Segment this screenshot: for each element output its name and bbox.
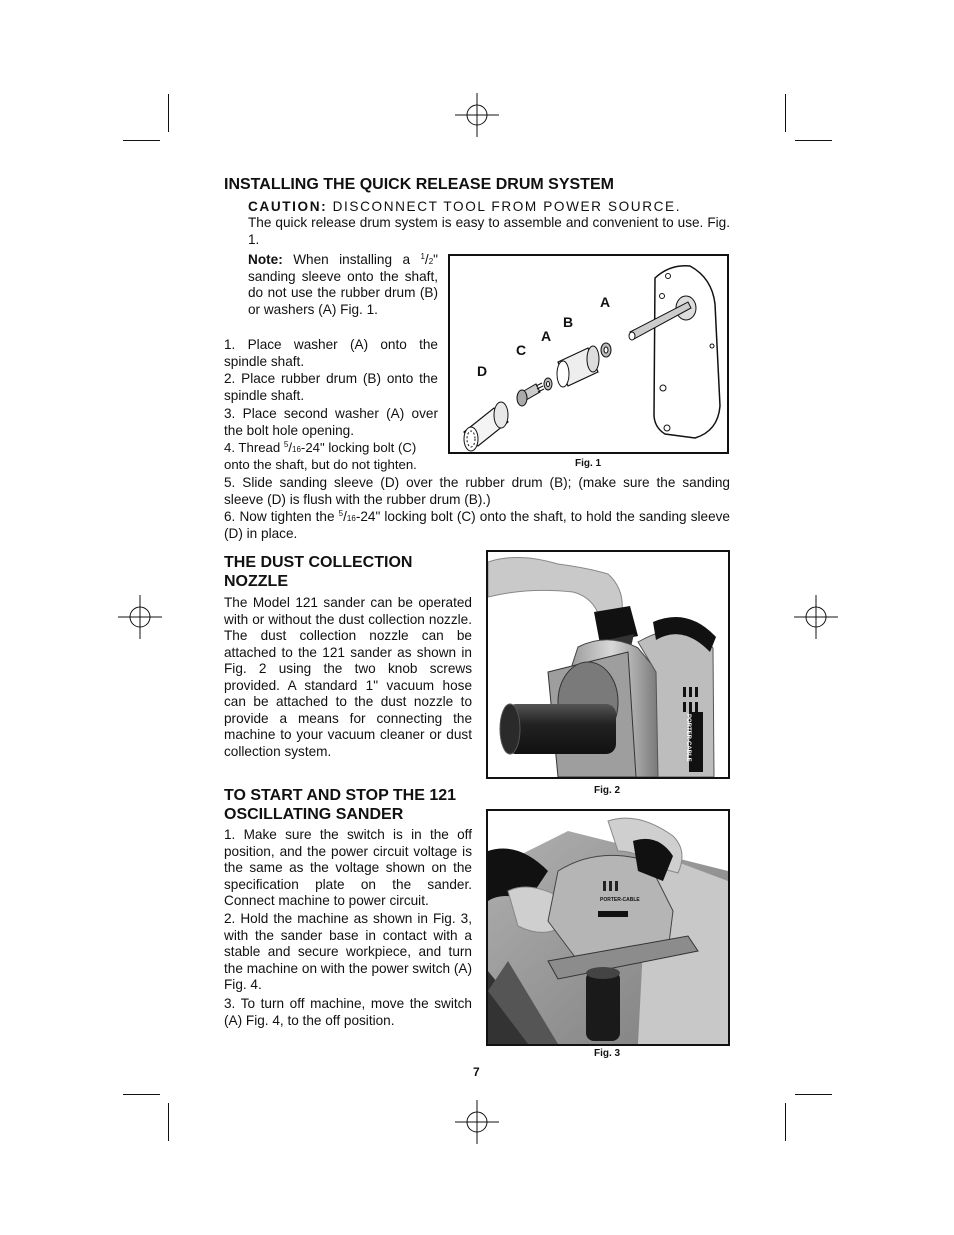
section-title-start-stop <box>224 786 484 824</box>
crop-mark <box>168 94 169 132</box>
step-3: 3. Place second washer (A) over the bolt hole opening. <box>224 406 438 438</box>
note-frac-den: 2 <box>428 257 434 266</box>
registration-mark-right <box>794 595 838 639</box>
step-6 <box>224 509 730 542</box>
bolt-fraction: $^5$/16 <box>283 440 301 455</box>
intro-text: The quick release drum system is easy to assemble and convenient to use. Fig. 1. <box>248 215 730 247</box>
bolt-frac-den: 16 <box>346 514 356 523</box>
crop-mark <box>785 1103 786 1141</box>
figure-1 <box>448 254 729 454</box>
step-6-text-b: -24" locking bolt (C) onto the shaft, to hold the sanding sleeve (D) in place. <box>224 509 730 541</box>
step-4-text-a: 4. Thread <box>224 440 281 455</box>
start-stop-step-3: 3. To turn off machine, move the switch (A) Fig. 4, to the off position. <box>224 996 472 1028</box>
label-c: C <box>516 342 527 358</box>
sander-with-nozzle-photo <box>488 552 728 777</box>
caution-label: CAUTION: <box>248 199 328 214</box>
section-title-quick-release: INSTALLING THE QUICK RELEASE DRUM SYSTEM <box>224 176 614 193</box>
registration-mark-left <box>118 595 162 639</box>
crop-mark <box>168 1103 169 1141</box>
step-4-text-b: -24" locking bolt (C) onto the shaft, but do not tighten. <box>224 440 417 472</box>
section-title-start-stop-line2: OSCILLATING SANDER <box>224 806 404 823</box>
caution-text: DISCONNECT TOOL FROM POWER SOURCE. <box>332 199 682 214</box>
start-stop-step-2: 2. Hold the machine as shown in Fig. 3, with the sander base in contact with a stable and secure workpiece, and turn the machine on with the power switch (A) Fig. 4. <box>224 911 472 992</box>
figure-3-caption: Fig. 3 <box>594 1048 621 1059</box>
brand-label: PORTER-CABLE <box>685 714 691 762</box>
figure-2-caption: Fig. 2 <box>594 785 621 796</box>
step-5: 5. Slide sanding sleeve (D) over the rubber drum (B); (make sure the sanding sleeve (D) is flush with the rubber drum (B).) <box>224 475 730 507</box>
section-title-dust-nozzle-line2: NOZZLE <box>224 573 288 590</box>
figure-2 <box>486 550 730 779</box>
note-paragraph <box>248 252 438 318</box>
label-a-mid: A <box>541 328 552 344</box>
brand-label: PORTER-CABLE <box>600 897 640 903</box>
note-label: Note: <box>248 252 283 267</box>
note-fraction: $^1$/2 <box>420 252 434 267</box>
label-a-top: A <box>600 294 611 310</box>
step-4 <box>224 440 438 473</box>
bolt-frac-num: 5 <box>338 509 344 518</box>
crop-mark <box>785 94 786 132</box>
figure-1-caption: Fig. 1 <box>575 458 602 469</box>
registration-mark-bottom <box>455 1100 499 1144</box>
step-6-text-a: 6. Now tighten the <box>224 509 335 524</box>
bolt-fraction: $^5$/16 <box>338 509 356 524</box>
note-text-b: " sanding sleeve onto the shaft, do not use the rubber drum (B) or washers (A) Fig. 1. <box>248 252 438 317</box>
note-text-a: When installing a <box>293 252 411 267</box>
bolt-frac-num: 5 <box>283 440 289 449</box>
crop-mark <box>123 140 160 141</box>
drum-exploded-diagram <box>450 256 727 452</box>
step-2: 2. Place rubber drum (B) onto the spindle shaft. <box>224 371 438 403</box>
start-stop-step-1: 1. Make sure the switch is in the off position, and the power circuit voltage is the same as the voltage shown on the specification plate on the sander. Connect machine to power circuit. <box>224 827 472 908</box>
label-b: B <box>563 314 574 330</box>
page-number: 7 <box>473 1065 480 1079</box>
label-d: D <box>477 363 488 379</box>
step-1: 1. Place washer (A) onto the spindle shaft. <box>224 337 438 369</box>
section-title-start-stop-line1: TO START AND STOP THE 121 <box>224 787 457 804</box>
caution-line <box>248 199 730 216</box>
dust-nozzle-body: The Model 121 sander can be operated with or without the dust collection nozzle. The dust collection nozzle can be attached to the 121 sander as shown in Fig. 2 using the two knob screws provided. A standard 1" vacuum hose can be attached to the dust nozzle to provide a means for connecting the machine to your vacuum cleaner or dust collection system. <box>224 595 472 759</box>
section-title-dust-nozzle <box>224 553 474 591</box>
bolt-frac-den: 16 <box>292 445 301 454</box>
sander-in-use-photo <box>488 811 728 1044</box>
crop-mark <box>123 1094 160 1095</box>
section-title-dust-nozzle-line1: THE DUST COLLECTION <box>224 554 413 571</box>
crop-mark <box>795 140 832 141</box>
note-frac-num: 1 <box>420 252 425 261</box>
crop-mark <box>795 1094 832 1095</box>
figure-3 <box>486 809 730 1046</box>
registration-mark-top <box>455 93 499 137</box>
